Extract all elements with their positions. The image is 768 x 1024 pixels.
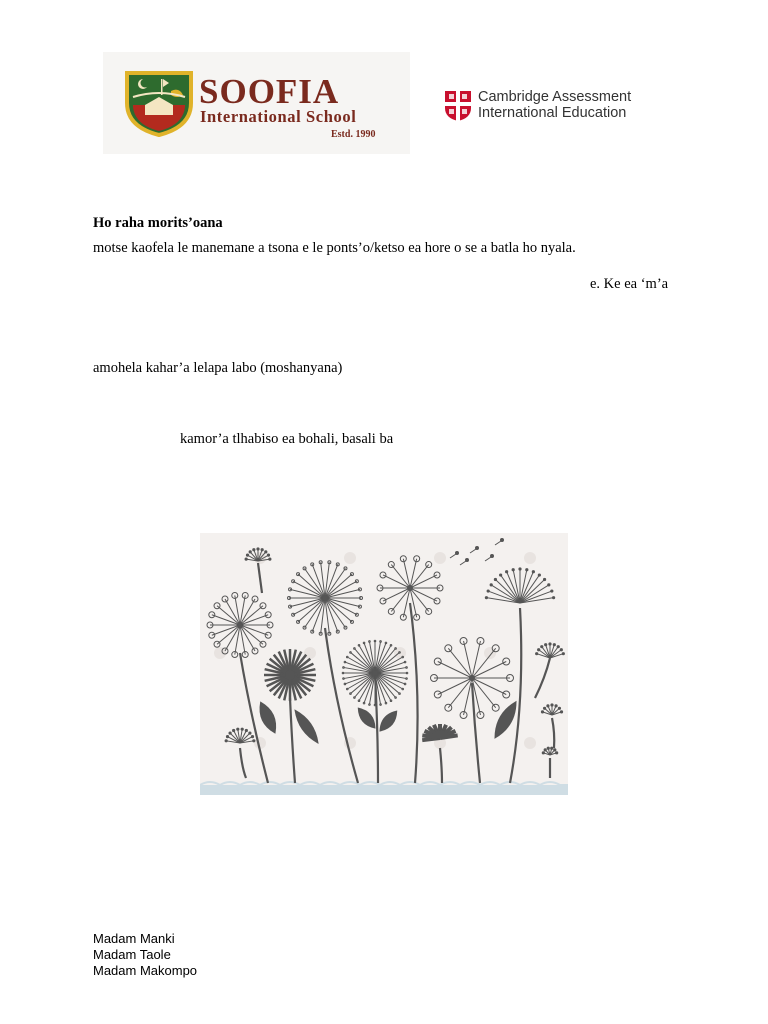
body-line-2: e. Ke ea ‘m’a [590, 276, 669, 292]
signature-3: Madam Makompo [93, 963, 198, 978]
cambridge-title: Cambridge Assessment [478, 89, 632, 105]
school-established: Estd. 1990 [331, 129, 376, 140]
school-name: SOOFIA [199, 72, 340, 111]
greeting-heading: Ho raha morits’oana [93, 215, 223, 231]
school-crest-shield-icon [123, 69, 195, 137]
body-line-4: kamor’a tlhabiso ea bohali, basali ba [180, 431, 394, 447]
cambridge-shield-icon [444, 90, 472, 122]
school-subtitle: International School [200, 107, 357, 126]
dandelion-flowers-illustration [200, 533, 568, 795]
signature-2: Madam Taole [93, 947, 171, 962]
cambridge-logo [444, 88, 654, 124]
body-line-1: motse kaofela le manemane a tsona e le ponts’o/ketso ea hore o se a batla ho nyala. [93, 240, 576, 256]
cambridge-subtitle: International Education [478, 105, 627, 121]
body-line-3: amohela kahar’a lelapa labo (moshanyana) [93, 360, 343, 376]
school-logo [103, 52, 410, 154]
signature-1: Madam Manki [93, 931, 175, 946]
